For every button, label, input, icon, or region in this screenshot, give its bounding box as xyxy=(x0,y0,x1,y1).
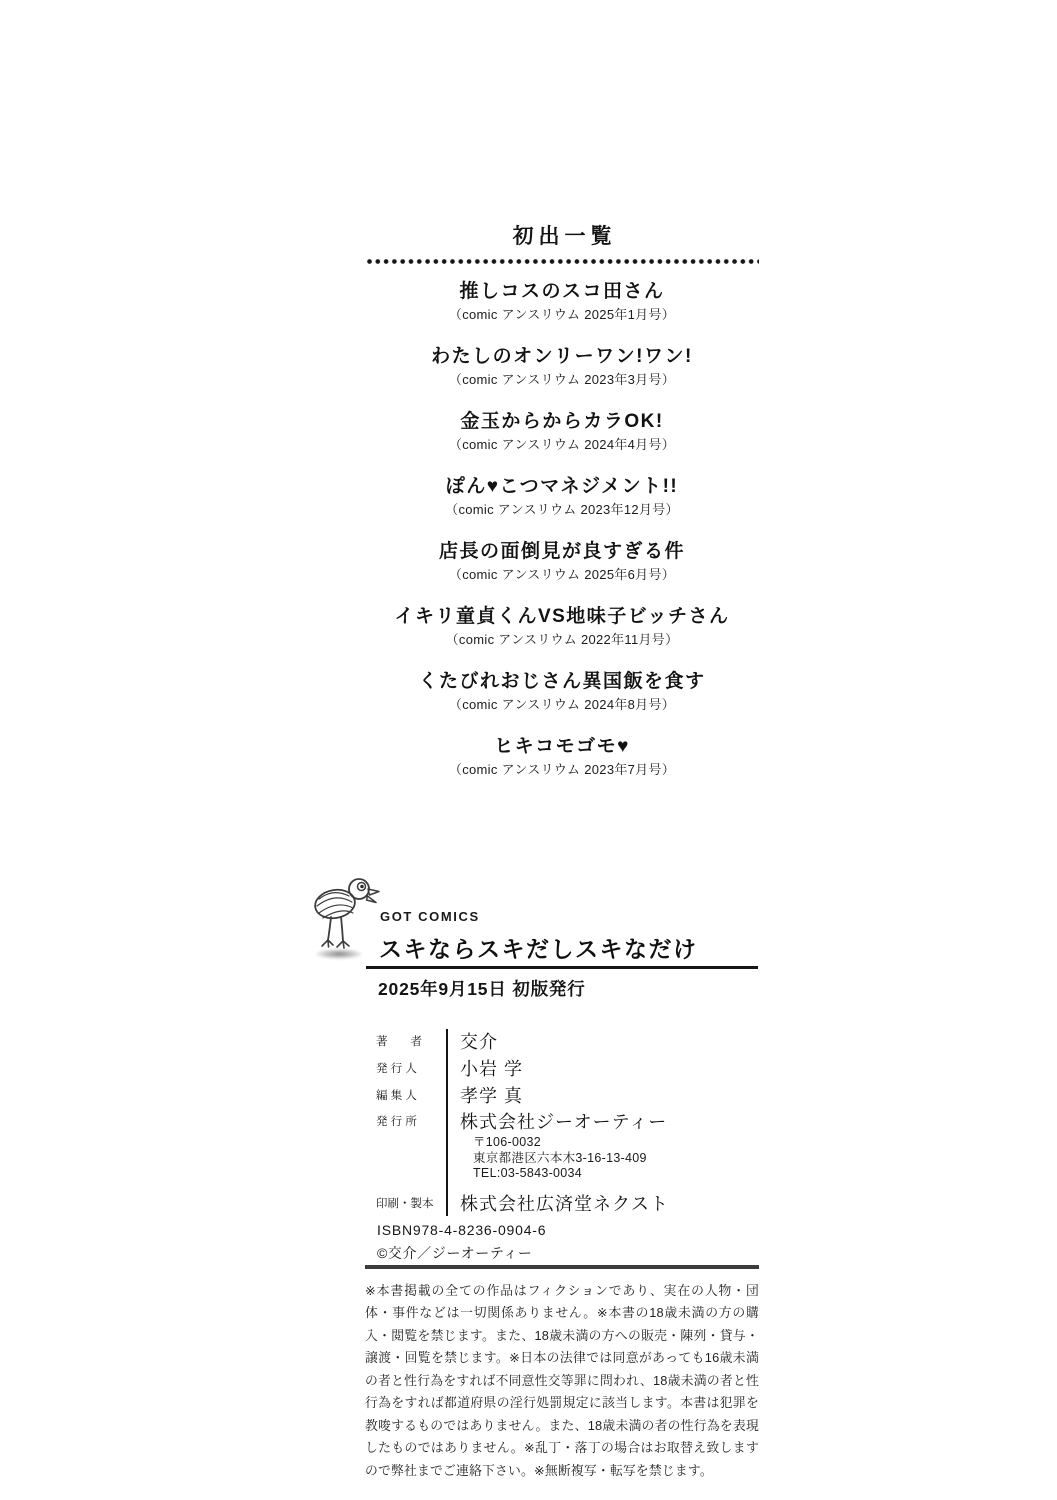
publisher-street-address: 東京都港区六本木3-16-13-409 xyxy=(473,1150,647,1165)
work-source: （comic アンスリウム 2024年8月号） xyxy=(448,697,676,712)
work-title: ぽん♥こつマネジメント!! xyxy=(445,476,679,497)
disclaimer-section xyxy=(365,1265,759,1482)
credit-value: 小岩 学 xyxy=(446,1056,760,1083)
work-source: （comic アンスリウム 2025年1月号） xyxy=(448,307,676,322)
list-item xyxy=(352,278,772,324)
credits-table xyxy=(376,1029,760,1216)
credit-label: 印刷・製本 xyxy=(376,1197,434,1210)
credit-value: 交介 xyxy=(446,1029,760,1056)
credit-label: 著 者 xyxy=(376,1036,422,1048)
credit-value: 株式会社ジーオーティー xyxy=(460,1112,668,1132)
work-source: （comic アンスリウム 2023年12月号） xyxy=(445,502,679,517)
work-source: （comic アンスリウム 2023年3月号） xyxy=(448,372,676,387)
work-title: イキリ童貞くんVS地味子ビッチさん xyxy=(394,606,730,627)
publisher-details xyxy=(446,1110,760,1185)
disclaimer-text: ※本書掲載の全ての作品はフィクションであり、実在の人物・団体・事件などは一切関係ありません。※本書の18歳未満の方の購入・閲覧を禁じます。また、18歳未満の方への販売・陳列・貸与・譲渡・回覧を禁じます。※日本の法律では同意があっても16歳未満の者と性行為をすれば不同意性交等罪に問われ、18歳未満の者と性行為をすれば都道府県の淫行処罰規定に該当します。本書は犯罪を教唆するものではありません。また、18歳未満の者の性行為を表現したものではありません。※乱丁・落丁の場合はお取替え致しますので弊社までご連絡下さい。※無断複写・転写を禁じます。 xyxy=(365,1282,759,1478)
first-publication-list xyxy=(352,222,772,798)
credit-label: 編 集 人 xyxy=(376,1090,417,1102)
credit-label: 発 行 所 xyxy=(376,1116,417,1128)
imprint-name: GOT COMICS xyxy=(380,909,480,924)
credit-label: 発 行 人 xyxy=(376,1063,417,1075)
dotted-divider xyxy=(366,258,759,265)
edition-date: 2025年9月15日 初版発行 xyxy=(378,979,586,999)
publication-entries xyxy=(352,278,772,779)
work-title: 推しコスのスコ田さん xyxy=(459,281,665,302)
isbn: ISBN978-4-8236-0904-6 xyxy=(377,1222,547,1238)
work-source: （comic アンスリウム 2024年4月号） xyxy=(448,437,676,452)
credit-row-issuer xyxy=(376,1056,760,1083)
page-title: 初出一覧 xyxy=(512,225,617,248)
work-source: （comic アンスリウム 2023年7月号） xyxy=(448,762,676,777)
work-title: くたびれおじさん異国飯を食す xyxy=(418,671,706,692)
credit-row-author xyxy=(376,1029,760,1056)
book-title: スキならスキだしスキなだけ xyxy=(379,936,698,962)
list-item xyxy=(352,408,772,454)
credit-value: 株式会社広済堂ネクスト xyxy=(446,1185,760,1216)
title-underline xyxy=(366,966,758,969)
work-title: 店長の面倒見が良すぎる件 xyxy=(438,541,685,562)
logo-shadow xyxy=(316,949,362,959)
list-item xyxy=(352,473,772,519)
credit-row-editor xyxy=(376,1083,760,1110)
work-title: ヒキコモゴモ♥ xyxy=(494,736,630,757)
list-item xyxy=(352,538,772,584)
credit-row-publisher xyxy=(376,1110,760,1185)
copyright: ©交介／ジーオーティー xyxy=(377,1245,533,1261)
credit-row-printer xyxy=(376,1185,760,1216)
work-source: （comic アンスリウム 2022年11月号） xyxy=(445,632,679,647)
work-title: わたしのオンリーワン!ワン! xyxy=(431,346,693,367)
publisher-bird-logo-icon xyxy=(308,876,382,950)
work-title: 金玉からからカラOK! xyxy=(460,411,664,432)
publisher-postal-code: 〒106-0032 xyxy=(473,1135,542,1149)
list-item xyxy=(352,343,772,389)
credit-value: 孝学 真 xyxy=(446,1083,760,1110)
list-item xyxy=(352,603,772,649)
list-item xyxy=(352,733,772,779)
publisher-telephone: TEL:03-5843-0034 xyxy=(473,1166,583,1180)
disclaimer-divider xyxy=(365,1265,759,1269)
work-source: （comic アンスリウム 2025年6月号） xyxy=(448,567,676,582)
list-item xyxy=(352,668,772,714)
